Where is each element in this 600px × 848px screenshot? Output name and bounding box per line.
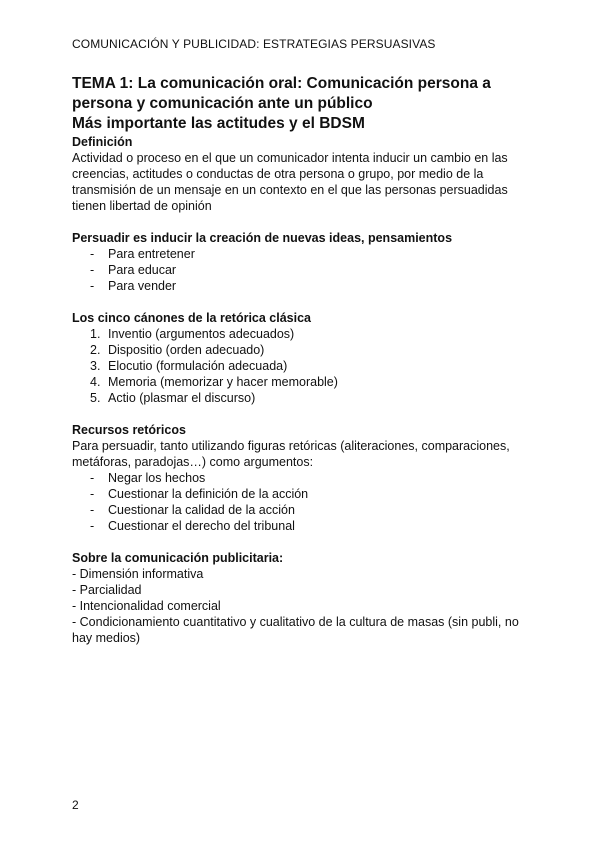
persuadir-heading: Persuadir es inducir la creación de nuevas ideas, pensamientos xyxy=(72,231,453,245)
list-item-text: Actio (plasmar el discurso) xyxy=(108,391,256,405)
publicitaria-line: - Condicionamiento cuantitativo y cualitativo de la cultura de masas (sin publi, no xyxy=(72,615,519,629)
persuadir-list xyxy=(72,246,542,294)
dash-marker: - xyxy=(90,519,95,533)
list-number: 1. xyxy=(90,327,101,341)
publicitaria-line: - Dimensión informativa xyxy=(72,567,204,581)
list-item xyxy=(90,374,542,390)
running-header: COMUNICACIÓN Y PUBLICIDAD: ESTRATEGIAS PERSUASIVAS xyxy=(72,37,436,51)
definicion-line: transmisión de un mensaje en un contexto en el que las personas persuadidas xyxy=(72,183,508,197)
list-item-text: Cuestionar la calidad de la acción xyxy=(108,503,295,517)
list-item-text: Elocutio (formulación adecuada) xyxy=(108,359,288,373)
title-line-3: Más importante las actitudes y el BDSM xyxy=(72,115,365,132)
recursos-line: Para persuadir, tanto utilizando figuras retóricas (aliteraciones, comparaciones, xyxy=(72,439,510,453)
publicitaria-line: - Intencionalidad comercial xyxy=(72,599,221,613)
list-item xyxy=(90,358,542,374)
definicion-line: Actividad o proceso en el que un comunicador intenta inducir un cambio en las xyxy=(72,151,508,165)
dash-marker: - xyxy=(90,503,95,517)
canones-list xyxy=(72,326,542,406)
list-item xyxy=(90,278,542,294)
list-number: 4. xyxy=(90,375,101,389)
definicion-line: creencias, actitudes o conductas de otra persona o grupo, por medio de la xyxy=(72,167,484,181)
list-item xyxy=(90,246,542,262)
page-number: 2 xyxy=(72,798,79,812)
list-item-text: Cuestionar el derecho del tribunal xyxy=(108,519,295,533)
list-item xyxy=(90,262,542,278)
list-item-text: Para educar xyxy=(108,263,177,277)
list-item xyxy=(90,326,542,342)
list-item xyxy=(90,502,542,518)
list-item-text: Cuestionar la definición de la acción xyxy=(108,487,309,501)
list-item-text: Inventio (argumentos adecuados) xyxy=(108,327,295,341)
list-number: 3. xyxy=(90,359,101,373)
canones-heading: Los cinco cánones de la retórica clásica xyxy=(72,311,311,325)
dash-marker: - xyxy=(90,487,95,501)
dash-marker: - xyxy=(90,279,95,293)
list-item xyxy=(90,390,542,406)
list-item-text: Negar los hechos xyxy=(108,471,206,485)
dash-marker: - xyxy=(90,247,95,261)
dash-marker: - xyxy=(90,471,95,485)
list-item xyxy=(90,342,542,358)
list-item-text: Para vender xyxy=(108,279,177,293)
recursos-heading: Recursos retóricos xyxy=(72,423,186,437)
list-item xyxy=(90,470,542,486)
title-line-1: TEMA 1: La comunicación oral: Comunicación persona a xyxy=(72,75,491,92)
publicitaria-line: - Parcialidad xyxy=(72,583,142,597)
list-item xyxy=(90,518,542,534)
publicitaria-heading: Sobre la comunicación publicitaria: xyxy=(72,551,284,565)
recursos-line: metáforas, paradojas…) como argumentos: xyxy=(72,455,314,469)
title-line-2: persona y comunicación ante un público xyxy=(72,95,373,112)
page-content xyxy=(72,74,542,646)
recursos-list xyxy=(72,470,542,534)
publicitaria-line: hay medios) xyxy=(72,631,141,645)
list-item-text: Memoria (memorizar y hacer memorable) xyxy=(108,375,338,389)
list-item xyxy=(90,486,542,502)
list-item-text: Para entretener xyxy=(108,247,195,261)
list-item-text: Dispositio (orden adecuado) xyxy=(108,343,265,357)
list-number: 2. xyxy=(90,343,101,357)
definicion-line: tienen libertad de opinión xyxy=(72,199,212,213)
dash-marker: - xyxy=(90,263,95,277)
list-number: 5. xyxy=(90,391,101,405)
definicion-heading: Definición xyxy=(72,135,133,149)
